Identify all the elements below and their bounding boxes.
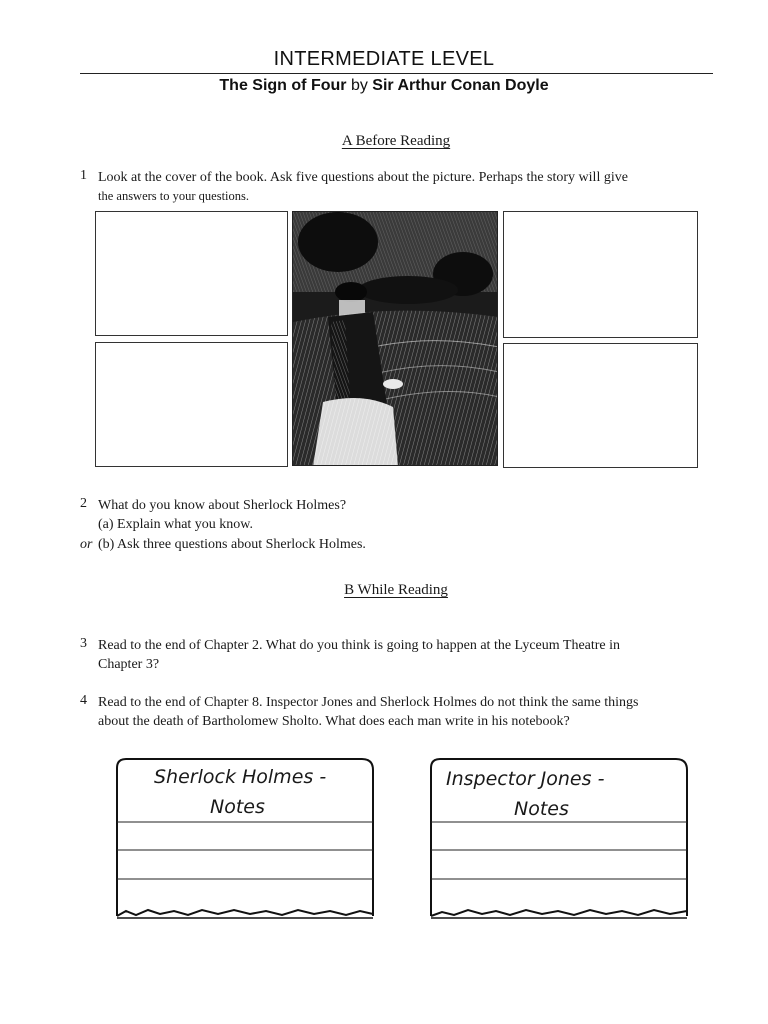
answer-box-bottom-left[interactable] [95,342,288,467]
header-rule [80,73,713,74]
answer-box-bottom-right[interactable] [503,343,698,468]
notebook-2-title: Inspector Jones - [446,768,605,790]
q2-option-a: (a) Explain what you know. [98,517,253,532]
q4-line1: Read to the end of Chapter 8. Inspector Jones and Sherlock Holmes do not think the same things [98,695,639,710]
q4-line2: about the death of Bartholomew Sholto. What does each man write in his notebook? [98,714,570,729]
section-b-heading: B While Reading [344,582,448,598]
answer-box-top-left[interactable] [95,211,288,336]
notebook-sherlock-holmes [114,756,376,922]
notebook-1-title: Sherlock Holmes - [154,766,327,788]
book-title-name: The Sign of Four [219,77,347,94]
q3-line1: Read to the end of Chapter 2. What do you think is going to happen at the Lyceum Theatre in [98,638,621,653]
book-title [0,77,768,95]
q1-line2: the answers to your questions. [98,189,250,203]
q1-line1: Look at the cover of the book. Ask five questions about the picture. Perhaps the story will give [98,170,628,185]
notebook-2-subtitle: Notes [514,798,569,820]
q2-text: What do you know about Sherlock Holmes? [98,498,347,513]
q1-number: 1 [80,168,87,183]
q2-number: 2 [80,496,87,511]
notebook-1-subtitle: Notes [210,796,265,818]
section-a-heading: A Before Reading [341,133,451,149]
level-heading: INTERMEDIATE LEVEL [273,48,495,70]
notebook-inspector-jones [428,756,690,922]
q4-number: 4 [80,693,87,708]
book-author: Sir Arthur Conan Doyle [372,77,549,94]
book-cover-illustration [292,211,498,466]
q2-option-b: (b) Ask three questions about Sherlock Holmes. [98,537,366,552]
answer-box-top-right[interactable] [503,211,698,338]
q2-or: or [80,537,93,552]
q3-line2: Chapter 3? [98,657,160,672]
book-title-by: by [350,77,368,94]
q3-number: 3 [80,636,87,651]
